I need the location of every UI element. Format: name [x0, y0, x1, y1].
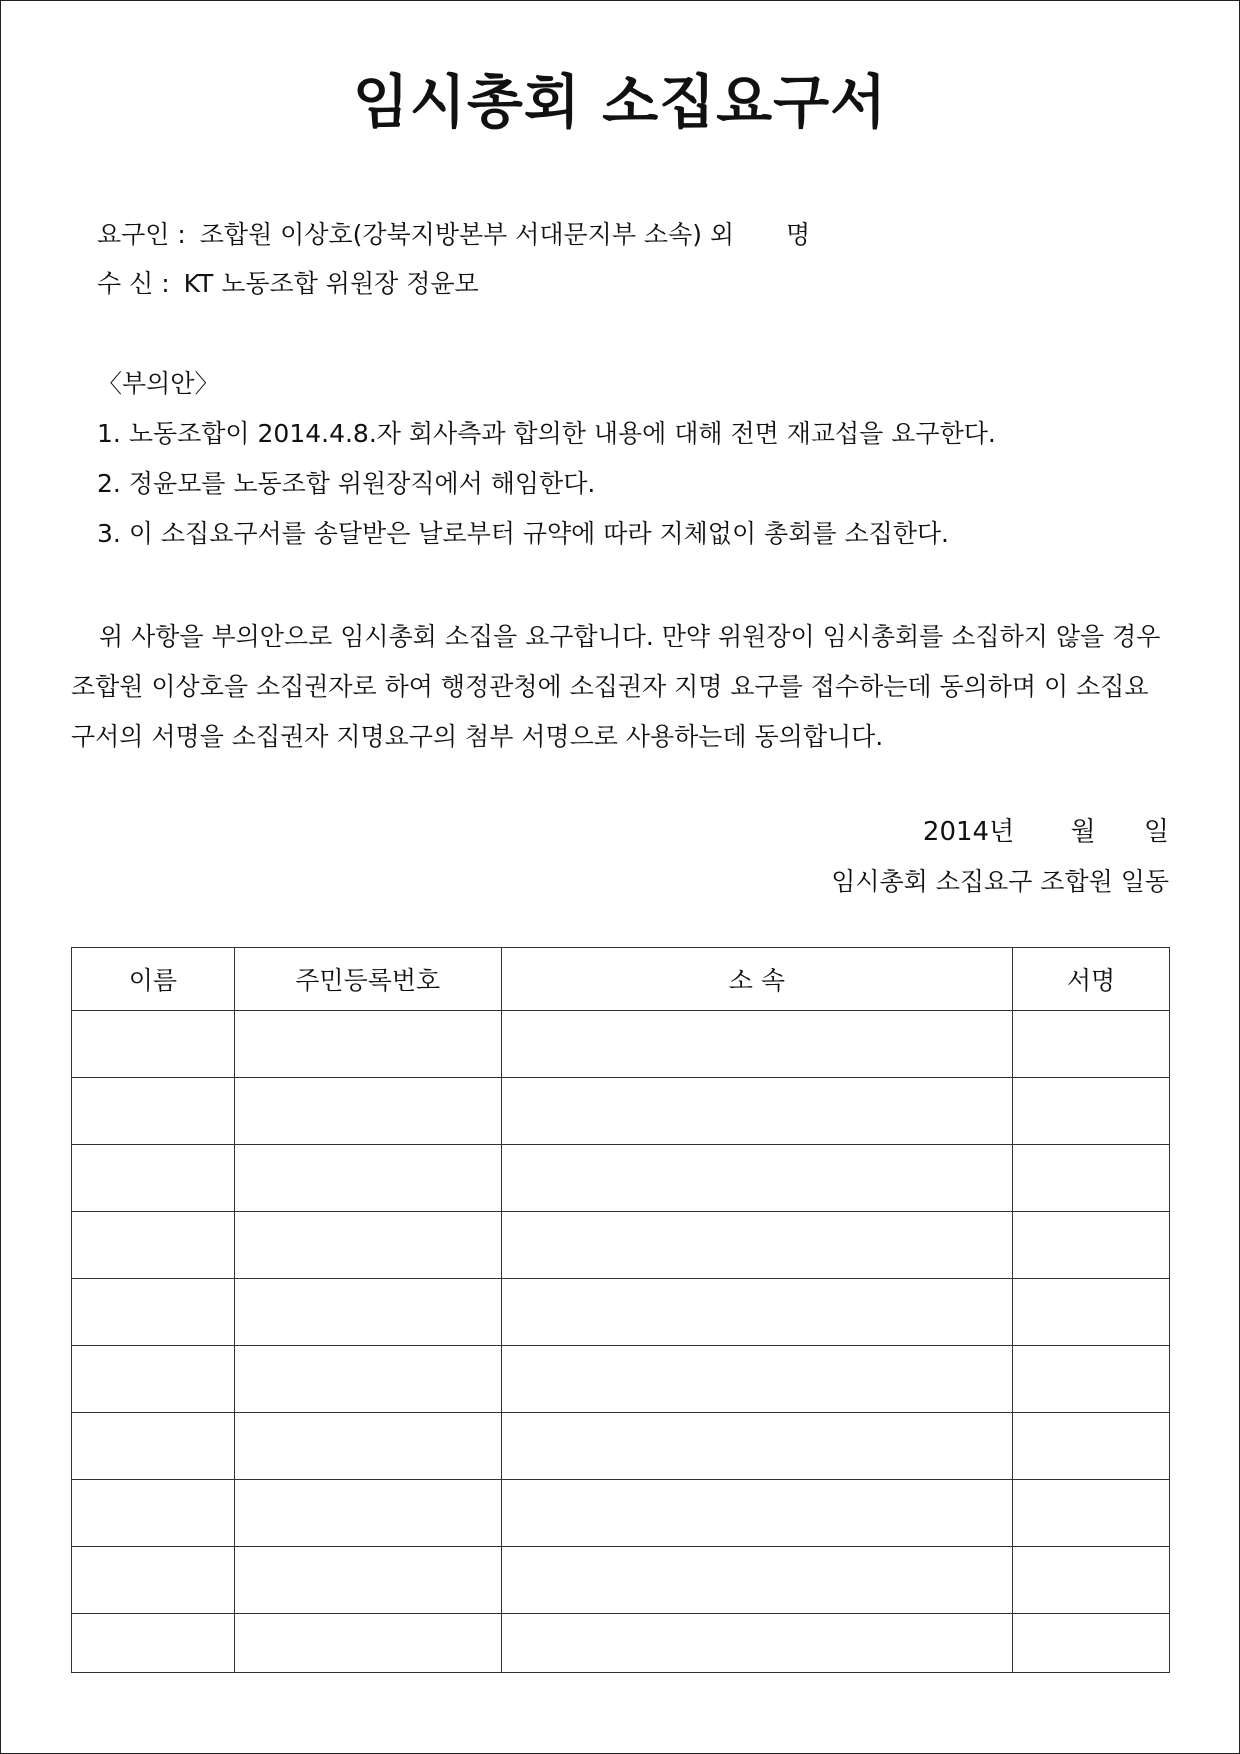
table-row — [72, 1346, 1170, 1413]
name-cell[interactable] — [72, 1346, 235, 1413]
name-cell[interactable] — [72, 1547, 235, 1614]
agenda-item-1 — [97, 416, 996, 452]
table-row — [72, 1279, 1170, 1346]
resident-number-cell[interactable] — [234, 1480, 501, 1547]
resident-number-cell[interactable] — [234, 1346, 501, 1413]
affiliation-cell[interactable] — [501, 1480, 1013, 1547]
date-year: 2014년 — [922, 817, 1015, 847]
signature-cell[interactable] — [1013, 1413, 1170, 1480]
signature-cell[interactable] — [1013, 1212, 1170, 1279]
signature-cell[interactable] — [1013, 1614, 1170, 1673]
column-header-affiliation: 소 속 — [501, 948, 1013, 1011]
resident-number-cell[interactable] — [234, 1212, 501, 1279]
signature-cell[interactable] — [1013, 1145, 1170, 1212]
name-cell[interactable] — [72, 1279, 235, 1346]
body-paragraph — [71, 612, 1171, 762]
signature-cell[interactable] — [1013, 1480, 1170, 1547]
table-row — [72, 1078, 1170, 1145]
affiliation-cell[interactable] — [501, 1547, 1013, 1614]
resident-number-cell[interactable] — [234, 1011, 501, 1078]
affiliation-cell[interactable] — [501, 1212, 1013, 1279]
agenda-item-text: 노동조합이 2014.4.8.자 회사측과 합의한 내용에 대해 전면 재교섭을 요구한다. — [128, 419, 996, 448]
body-paragraph-line: 조합원 이상호을 소집권자로 하여 행정관청에 소집권자 지명 요구를 접수하는데 동의하며 이 소집요 — [71, 672, 1149, 701]
column-header-resident-number: 주민등록번호 — [234, 948, 501, 1011]
agenda-item-number: 3. — [97, 519, 121, 548]
signature-cell[interactable] — [1013, 1078, 1170, 1145]
resident-number-cell[interactable] — [234, 1547, 501, 1614]
body-paragraph-line: 구서의 서명을 소집권자 지명요구의 첨부 서명으로 사용하는데 동의합니다. — [71, 722, 884, 751]
agenda-item-3 — [97, 516, 949, 552]
column-header-signature: 서명 — [1013, 948, 1170, 1011]
requester-count-unit: 명 — [786, 220, 811, 249]
date-line — [923, 814, 1169, 850]
name-cell[interactable] — [72, 1480, 235, 1547]
signature-table — [71, 947, 1170, 1673]
recipient-line — [97, 266, 479, 302]
body-paragraph-line: 위 사항을 부의안으로 임시총회 소집을 요구합니다. 만약 위원장이 임시총회를 소집하지 않을 경우 — [99, 622, 1161, 651]
signature-table-body — [72, 1011, 1170, 1673]
signature-cell[interactable] — [1013, 1547, 1170, 1614]
table-header-row — [72, 948, 1170, 1011]
document-title: 임시총회 소집요구서 — [352, 68, 888, 136]
name-cell[interactable] — [72, 1614, 235, 1673]
name-cell[interactable] — [72, 1078, 235, 1145]
requester-value: 조합원 이상호(강북지방본부 서대문지부 소속) 외 — [199, 220, 735, 249]
signers-line: 임시총회 소집요구 조합원 일동 — [831, 867, 1169, 896]
resident-number-cell[interactable] — [234, 1279, 501, 1346]
table-row — [72, 1614, 1170, 1673]
name-cell[interactable] — [72, 1212, 235, 1279]
table-row — [72, 1011, 1170, 1078]
resident-number-cell[interactable] — [234, 1413, 501, 1480]
signature-cell[interactable] — [1013, 1346, 1170, 1413]
requester-label: 요구인 : — [97, 220, 186, 249]
date-day: 일 — [1143, 817, 1169, 847]
resident-number-cell[interactable] — [234, 1078, 501, 1145]
affiliation-cell[interactable] — [501, 1413, 1013, 1480]
affiliation-cell[interactable] — [501, 1279, 1013, 1346]
name-cell[interactable] — [72, 1413, 235, 1480]
name-cell[interactable] — [72, 1011, 235, 1078]
agenda-item-text: 이 소집요구서를 송달받은 날로부터 규약에 따라 지체없이 총회를 소집한다. — [128, 519, 949, 548]
affiliation-cell[interactable] — [501, 1011, 1013, 1078]
resident-number-cell[interactable] — [234, 1145, 501, 1212]
date-month: 월 — [1070, 817, 1096, 847]
agenda-item-number: 1. — [97, 419, 121, 448]
affiliation-cell[interactable] — [501, 1078, 1013, 1145]
agenda-item-number: 2. — [97, 469, 121, 498]
table-row — [72, 1480, 1170, 1547]
agenda-item-text: 정윤모를 노동조합 위원장직에서 해임한다. — [128, 469, 596, 498]
agenda-item-2 — [97, 466, 595, 502]
table-row — [72, 1413, 1170, 1480]
signature-cell[interactable] — [1013, 1279, 1170, 1346]
column-header-name: 이름 — [72, 948, 235, 1011]
signature-cell[interactable] — [1013, 1011, 1170, 1078]
requester-line — [97, 217, 810, 253]
table-row — [72, 1212, 1170, 1279]
affiliation-cell[interactable] — [501, 1145, 1013, 1212]
table-row — [72, 1145, 1170, 1212]
resident-number-cell[interactable] — [234, 1614, 501, 1673]
name-cell[interactable] — [72, 1145, 235, 1212]
table-row — [72, 1547, 1170, 1614]
agenda-heading: 〈부의안〉 — [97, 369, 220, 398]
recipient-value: KT 노동조합 위원장 정윤모 — [183, 269, 479, 298]
affiliation-cell[interactable] — [501, 1346, 1013, 1413]
affiliation-cell[interactable] — [501, 1614, 1013, 1673]
recipient-label: 수 신 : — [97, 269, 170, 298]
